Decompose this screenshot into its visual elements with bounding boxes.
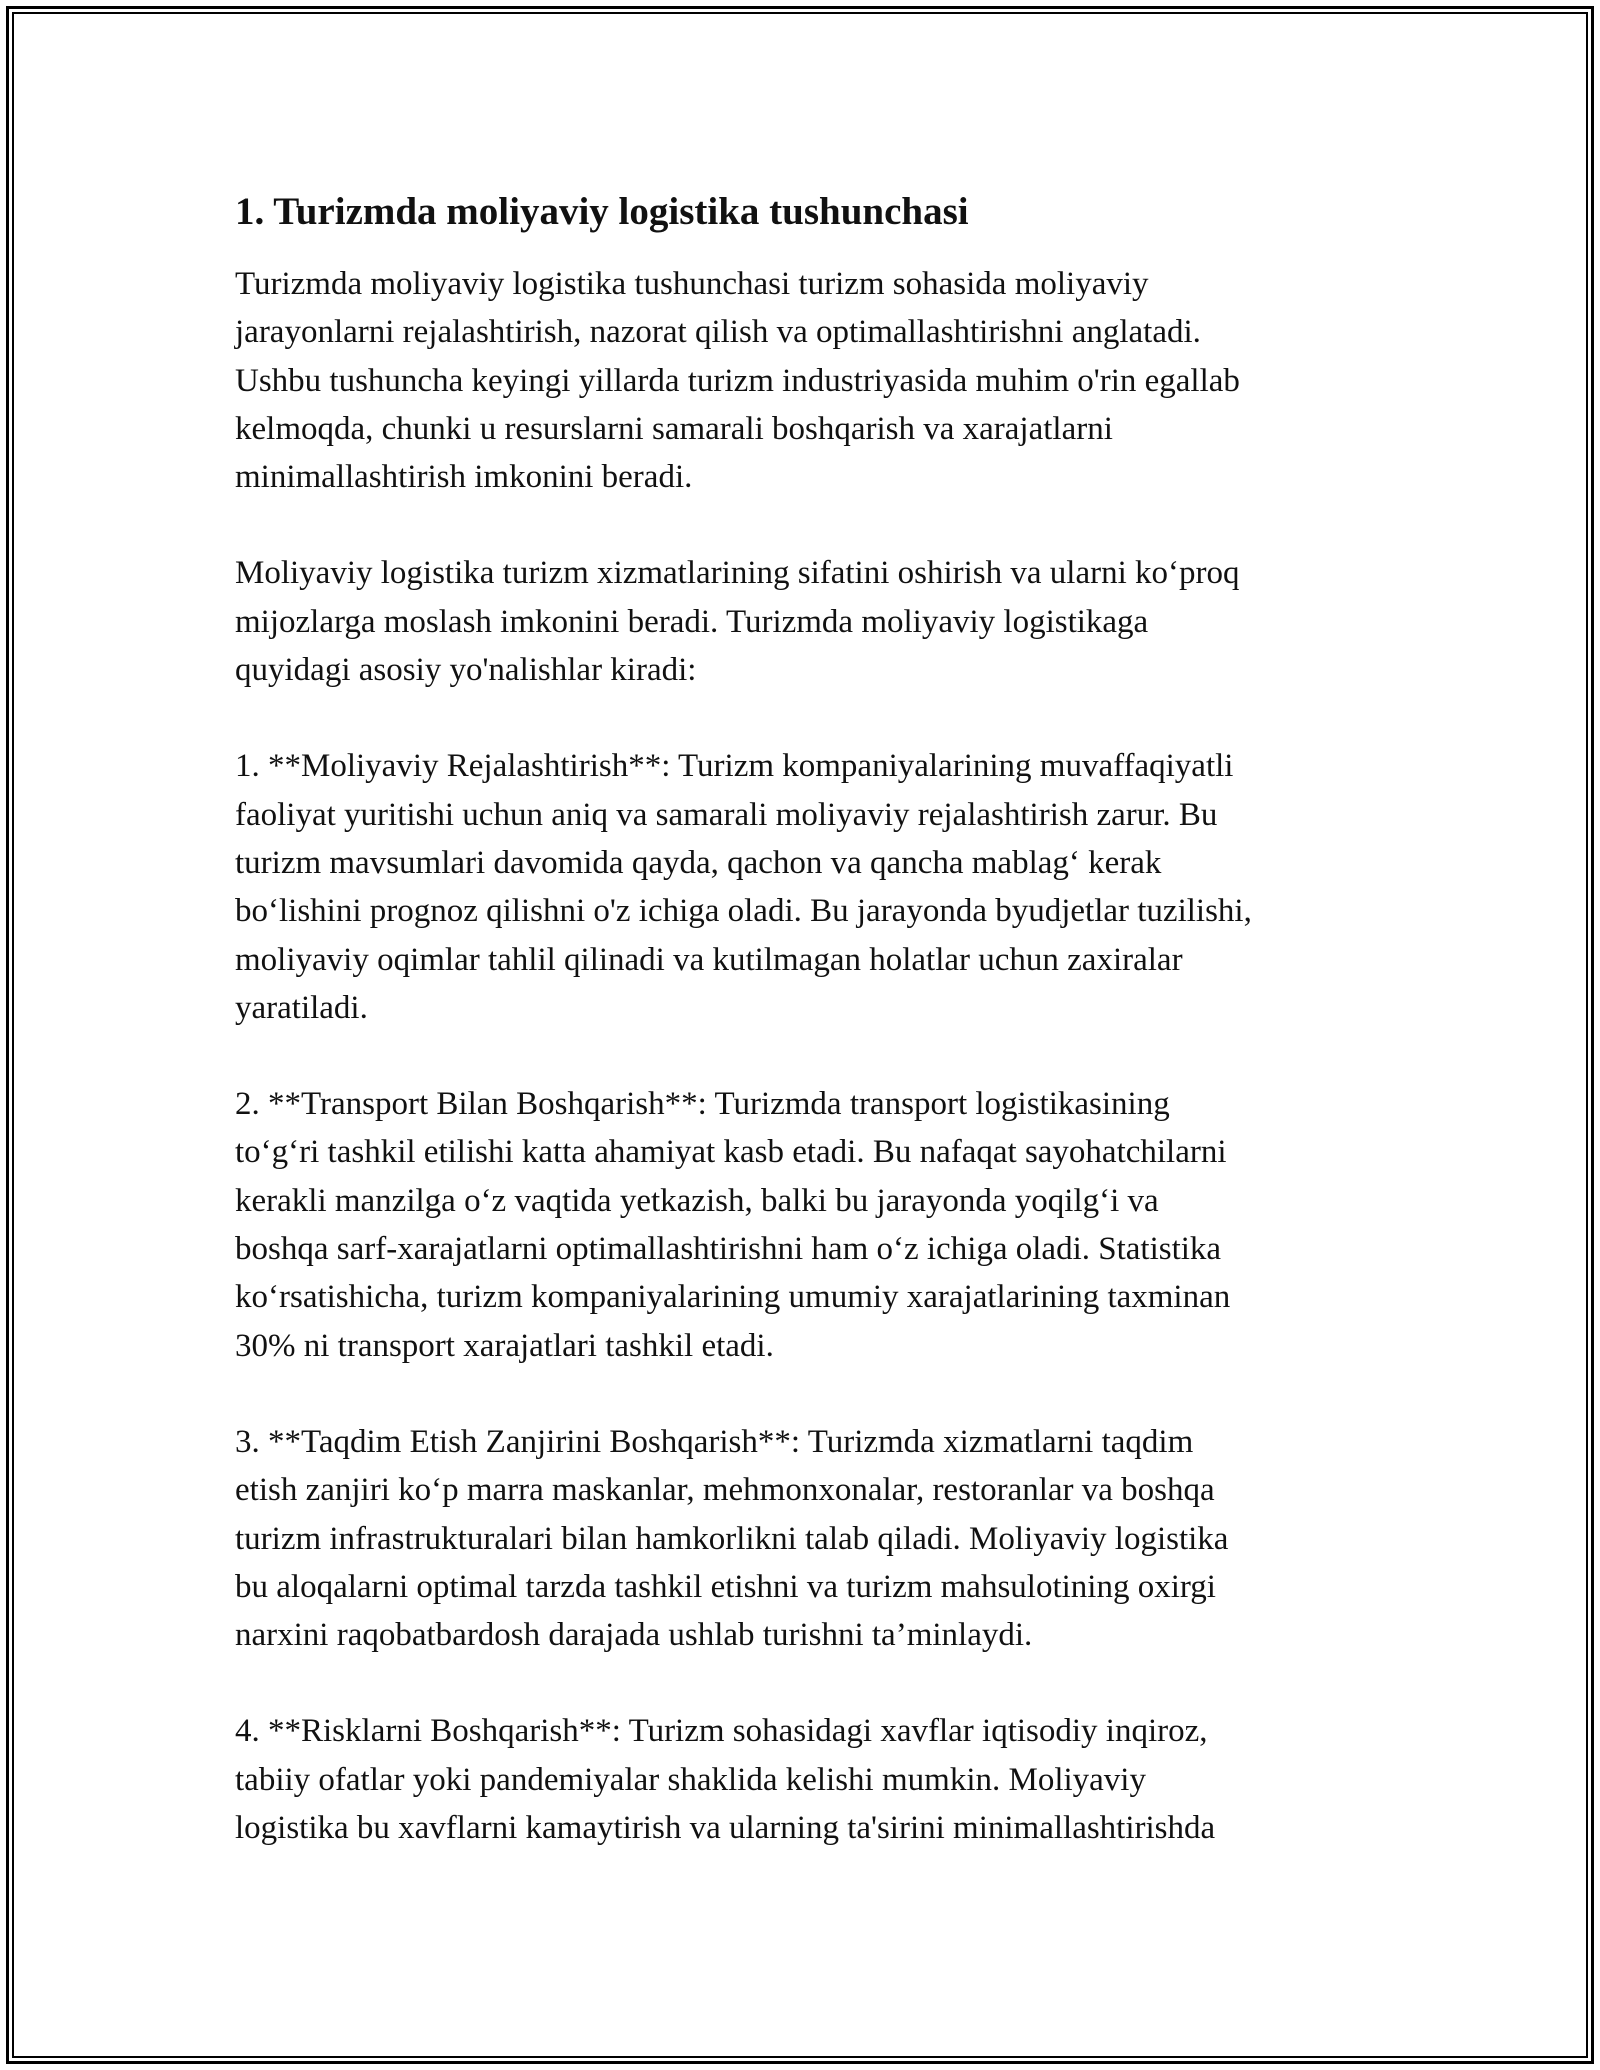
document-title: 1. Turizmda moliyaviy logistika tushunchasi [235,190,969,233]
text-line: quyidagi asosiy yo'nalishlar kiradi: [235,652,697,689]
text-line: 30% ni transport xarajatlari tashkil etadi. [235,1327,774,1364]
text-line: bo‘lishini prognoz qilishni o'z ichiga oladi. Bu jarayonda byudjetlar tuzilishi, [235,893,1252,930]
paragraph-item-3 [235,1418,1375,1659]
text-line: kerakli manzilga o‘z vaqtida yetkazish, balki bu jarayonda yoqilg‘i va [235,1182,1159,1219]
paragraph-directions-intro [235,549,1375,694]
text-line: faoliyat yuritishi uchun aniq va samarali moliyaviy rejalashtirish zarur. Bu [235,796,1218,833]
paragraph-item-1 [235,742,1375,1032]
paragraph-item-4 [235,1707,1375,1852]
text-line: mijozlarga moslash imkonini beradi. Turizmda moliyaviy logistikaga [235,603,1149,640]
text-line: boshqa sarf-xarajatlarni optimallashtirishni ham o‘z ichiga oladi. Statistika [235,1231,1222,1268]
text-line: 4. **Risklarni Boshqarish**: Turizm sohasidagi xavflar iqtisodiy inqiroz, [235,1713,1208,1750]
text-line: etish zanjiri ko‘p marra maskanlar, mehmonxonalar, restoranlar va boshqa [235,1472,1215,1509]
text-line: 2. **Transport Bilan Boshqarish**: Turizmda transport logistikasining [235,1086,1170,1123]
text-line: yaratiladi. [235,989,368,1026]
text-line: to‘g‘ri tashkil etilishi katta ahamiyat kasb etadi. Bu nafaqat sayohatchilarni [235,1134,1227,1171]
text-line: moliyaviy oqimlar tahlil qilinadi va kutilmagan holatlar uchun zaxiralar [235,941,1183,978]
text-line: 1. **Moliyaviy Rejalashtirish**: Turizm kompaniyalarining muvaffaqiyatli [235,748,1234,785]
text-line: 3. **Taqdim Etish Zanjirini Boshqarish**: Turizmda xizmatlarni taqdim [235,1423,1194,1460]
text-line: Turizmda moliyaviy logistika tushunchasi turizm sohasida moliyaviy [235,266,1149,302]
text-line: jarayonlarni rejalashtirish, nazorat qilish va optimallashtirishni anglatadi. [235,314,1201,351]
text-line: bu aloqalarni optimal tarzda tashkil etishni va turizm mahsulotining oxirgi [235,1568,1216,1605]
text-line: logistika bu xavflarni kamaytirish va ularning ta'sirini minimallashtirishda [235,1810,1216,1847]
text-line: Moliyaviy logistika turizm xizmatlarining sifatini oshirish va ularni ko‘proq [235,555,1240,592]
document-body [235,184,1375,1900]
paragraph-item-2 [235,1080,1375,1370]
text-line: ko‘rsatishicha, turizm kompaniyalarining umumiy xarajatlarining taxminan [235,1279,1231,1316]
text-line: Ushbu tushuncha keyingi yillarda turizm industriyasida muhim o'rin egallab [235,362,1240,399]
text-line: turizm infrastrukturalari bilan hamkorlikni talab qiladi. Moliyaviy logistika [235,1520,1229,1557]
text-line: tabiiy ofatlar yoki pandemiyalar shaklida kelishi mumkin. Moliyaviy [235,1761,1146,1798]
text-line: kelmoqda, chunki u resurslarni samarali boshqarish va xarajatlarni [235,410,1113,447]
paragraph-intro [235,260,1375,501]
text-line: minimallashtirish imkonini beradi. [235,459,693,496]
text-line: turizm mavsumlari davomida qayda, qachon va qancha mablag‘ kerak [235,844,1162,881]
text-line: narxini raqobatbardosh darajada ushlab turishni ta’minlaydi. [235,1617,1033,1654]
